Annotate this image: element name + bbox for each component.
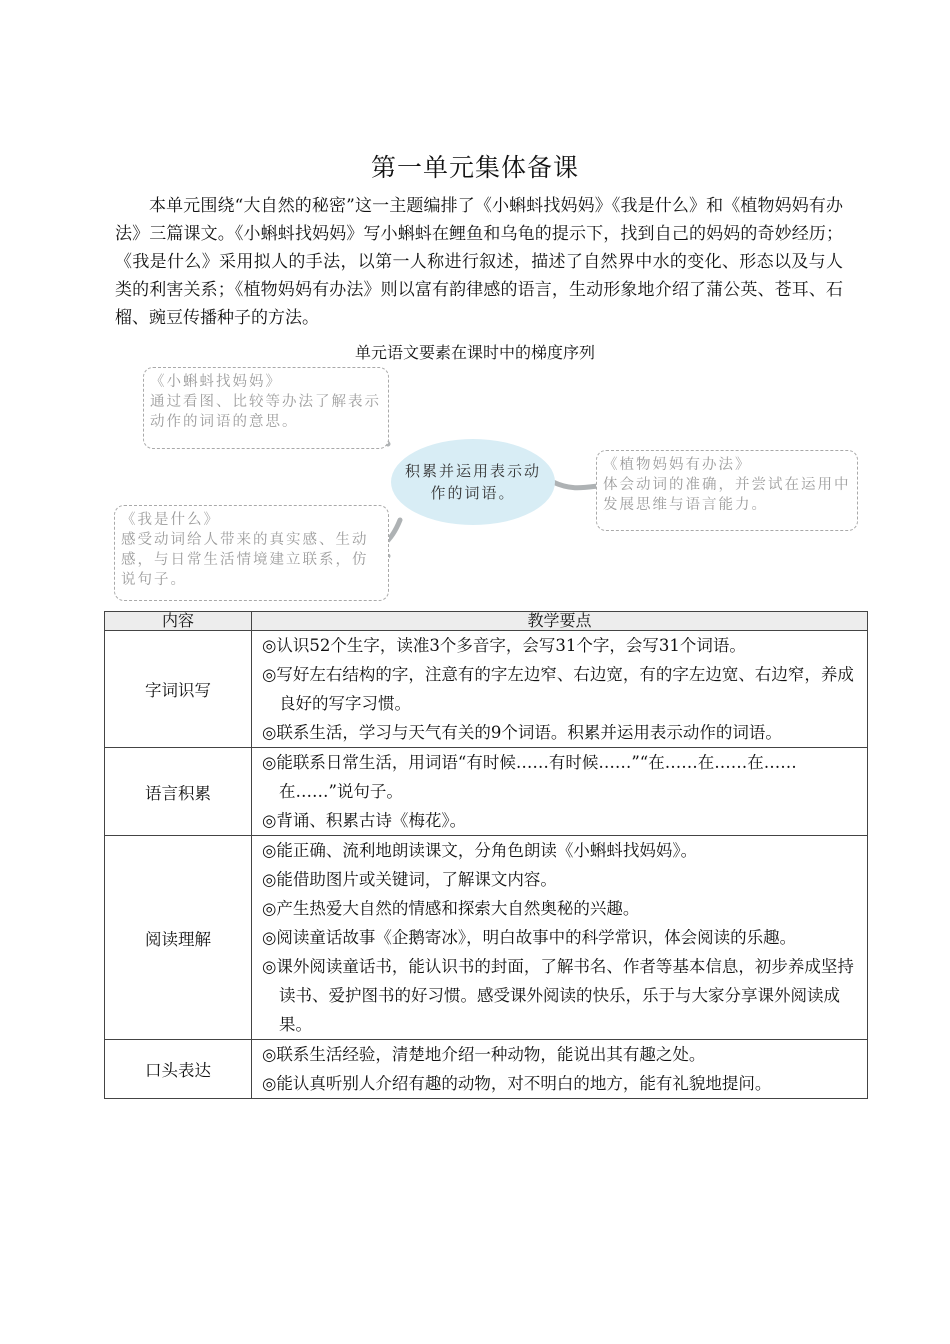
lesson-title: 《我是什么》 <box>121 512 220 528</box>
list-item: ◎联系生活经验，清楚地介绍一种动物，能说出其有趣之处。 <box>262 1045 706 1064</box>
row-points <box>252 748 868 836</box>
row-category: 阅读理解 <box>105 836 252 1040</box>
table-row <box>105 631 868 748</box>
lesson-box-tadpole <box>143 367 389 449</box>
lesson-box-plant-mothers <box>596 450 858 531</box>
list-item: ◎阅读童话故事《企鹅寄冰》，明白故事中的科学常识，体会阅读的乐趣。 <box>262 928 797 947</box>
row-points <box>252 836 868 1040</box>
list-item: ◎能认真听别人介绍有趣的动物，对不明白的地方，能有礼貌地提问。 <box>262 1074 772 1093</box>
core-element-bubble: 积累并运用表示动作的词语。 <box>391 439 555 525</box>
list-item: ◎写好左右结构的字，注意有的字左边窄、右边宽，有的字左边宽、右边窄，养成良好的写字习惯。 <box>262 665 854 713</box>
table-header-row <box>105 612 868 631</box>
list-item: ◎能联系日常生活，用词语“有时候……有时候……”“在……在……在……在……”说句子。 <box>262 753 797 801</box>
list-item: ◎课外阅读童话书，能认识书的封面，了解书名、作者等基本信息，初步养成坚持读书、爱护图书的好习惯。感受课外阅读的快乐，乐于与大家分享课外阅读成果。 <box>262 957 854 1034</box>
intro-paragraph: 本单元围绕“大自然的秘密”这一主题编排了《小蝌蚪找妈妈》《我是什么》和《植物妈妈有办法》三篇课文。《小蝌蚪找妈妈》写小蝌蚪在鲤鱼和乌龟的提示下，找到自己的妈妈的奇妙经历；《我是什么》采用拟人的手法，以第一人称进行叙述，描述了自然界中水的变化、形态以及与人类的利害关系；《植物妈妈有办法》则以富有韵律感的语言，生动形象地介绍了蒲公英、苍耳、石榴、豌豆传播种子的方法。 <box>115 196 843 328</box>
header-key-points: 教学要点 <box>252 612 868 631</box>
row-category: 语言积累 <box>105 748 252 836</box>
list-item: ◎能正确、流利地朗读课文，分角色朗读《小蝌蚪找妈妈》。 <box>262 841 698 860</box>
mind-map <box>100 360 870 610</box>
table-row <box>105 1040 868 1099</box>
page-title: 第一单元集体备课 <box>370 153 579 182</box>
teaching-points-table <box>104 611 868 1099</box>
lesson-goal: 感受动词给人带来的真实感、生动感，与日常生活情境建立联系，仿说句子。 <box>121 532 369 588</box>
row-points <box>252 631 868 748</box>
table-row <box>105 748 868 836</box>
lesson-goal: 通过看图、比较等办法了解表示动作的词语的意思。 <box>150 394 381 430</box>
list-item: ◎背诵、积累古诗《梅花》。 <box>262 811 467 830</box>
diagram-title: 单元语文要素在课时中的梯度序列 <box>354 343 595 362</box>
header-content: 内容 <box>105 612 252 631</box>
lesson-box-what-am-i <box>114 505 389 601</box>
list-item: ◎能借助图片或关键词，了解课文内容。 <box>262 870 557 889</box>
list-item: ◎认识52个生字，读准3个多音字，会写31个字，会写31个词语。 <box>262 636 746 655</box>
row-points <box>252 1040 868 1099</box>
row-category: 字词识写 <box>105 631 252 748</box>
lesson-title: 《小蝌蚪找妈妈》 <box>150 374 282 390</box>
row-category: 口头表达 <box>105 1040 252 1099</box>
list-item: ◎联系生活，学习与天气有关的9个词语。积累并运用表示动作的词语。 <box>262 723 782 742</box>
lesson-title: 《植物妈妈有办法》 <box>603 457 752 473</box>
lesson-goal: 体会动词的准确，并尝试在运用中发展思维与语言能力。 <box>603 477 851 513</box>
table-row <box>105 836 868 1040</box>
list-item: ◎产生热爱大自然的情感和探索大自然奥秘的兴趣。 <box>262 899 640 918</box>
